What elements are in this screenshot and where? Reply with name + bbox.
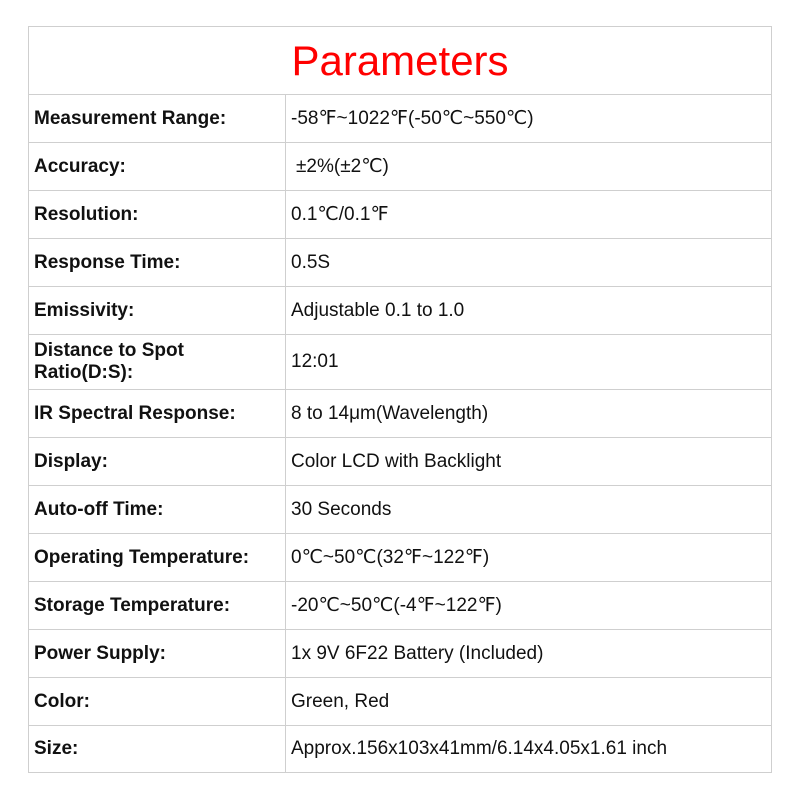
- param-label: Display:: [29, 438, 286, 486]
- parameters-table: [28, 26, 772, 773]
- param-label: Accuracy:: [29, 143, 286, 191]
- table-row: [29, 390, 772, 438]
- table-row: [29, 438, 772, 486]
- param-label: Emissivity:: [29, 287, 286, 335]
- param-label: Measurement Range:: [29, 95, 286, 143]
- table-row: [29, 534, 772, 582]
- table-row: [29, 143, 772, 191]
- param-value: 30 Seconds: [286, 486, 772, 534]
- table-row: [29, 630, 772, 678]
- param-label: Storage Temperature:: [29, 582, 286, 630]
- param-value: Approx.156x103x41mm/6.14x4.05x1.61 inch: [286, 726, 772, 773]
- param-value: 0℃~50℃(32℉~122℉): [286, 534, 772, 582]
- table-row: [29, 678, 772, 726]
- table-row: [29, 95, 772, 143]
- param-label: IR Spectral Response:: [29, 390, 286, 438]
- table-title: Parameters: [29, 27, 772, 95]
- param-label: Color:: [29, 678, 286, 726]
- param-label: Size:: [29, 726, 286, 773]
- param-label: Operating Temperature:: [29, 534, 286, 582]
- table-row: [29, 486, 772, 534]
- table-row: [29, 726, 772, 773]
- param-value: -58℉~1022℉(-50℃~550℃): [286, 95, 772, 143]
- param-value: 8 to 14μm(Wavelength): [286, 390, 772, 438]
- param-value: 12:01: [286, 335, 772, 390]
- param-value: 0.5S: [286, 239, 772, 287]
- table-row: [29, 287, 772, 335]
- table-row: [29, 191, 772, 239]
- param-value: ±2%(±2℃): [286, 143, 772, 191]
- table-row: [29, 239, 772, 287]
- param-value: -20℃~50℃(-4℉~122℉): [286, 582, 772, 630]
- param-label: Resolution:: [29, 191, 286, 239]
- param-value: Color LCD with Backlight: [286, 438, 772, 486]
- param-label: Distance to Spot Ratio(D:S):: [29, 335, 286, 390]
- param-value: Adjustable 0.1 to 1.0: [286, 287, 772, 335]
- param-value: 0.1℃/0.1℉: [286, 191, 772, 239]
- table-row: [29, 582, 772, 630]
- param-label: Response Time:: [29, 239, 286, 287]
- title-row: [29, 27, 772, 95]
- param-label: Power Supply:: [29, 630, 286, 678]
- param-label: Auto-off Time:: [29, 486, 286, 534]
- param-value: Green, Red: [286, 678, 772, 726]
- table-row: [29, 335, 772, 390]
- param-value: 1x 9V 6F22 Battery (Included): [286, 630, 772, 678]
